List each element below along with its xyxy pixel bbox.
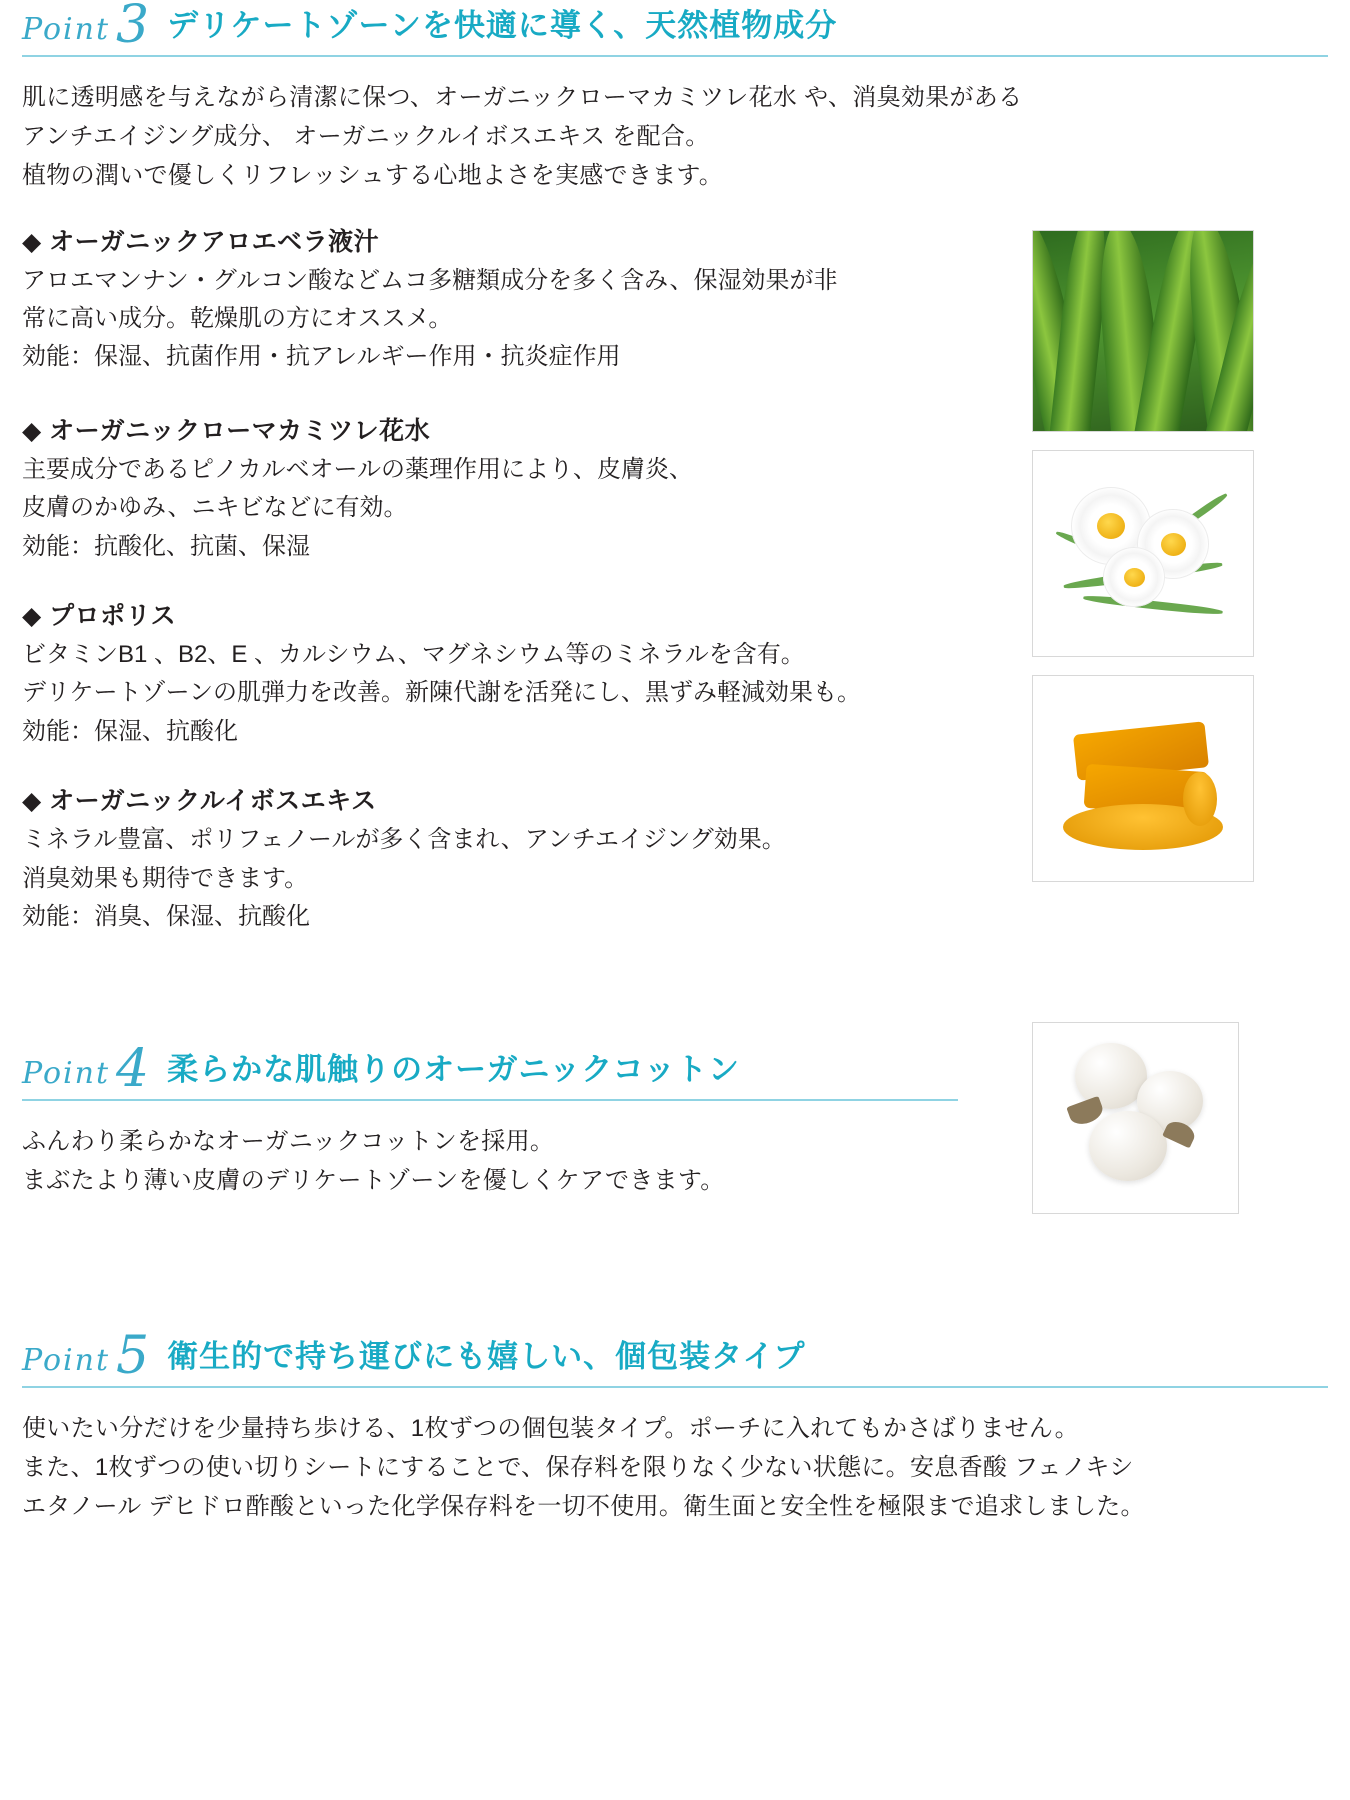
point-4-mark — [22, 1039, 150, 1100]
point-3-word: Point — [22, 12, 111, 47]
ingredient-line: ビタミンB1 、B2、E 、カルシウム、マグネシウム等のミネラルを含有。 — [22, 640, 805, 668]
ingredient-line: 消臭効果も期待できます。 — [22, 864, 309, 892]
point-4-lead-line-1: ふんわり柔らかなオーガニックコットンを採用。 — [22, 1128, 555, 1156]
point-3-lead-line-2: アンチエイジング成分、 オーガニックルイボスエキス を配合。 — [22, 122, 710, 150]
ingredient-name: ◆ オーガニックルイボスエキス — [22, 787, 377, 816]
section-point-3 — [22, 0, 1328, 936]
point-5-lead-line-3: エタノール デヒドロ酢酸といった化学保存料を一切不使用。衛生面と安全性を極限まで追求しました。 — [22, 1492, 1145, 1520]
ingredient-effect: 効能：消臭、保湿、抗酸化 — [22, 902, 310, 930]
ingredient-list — [22, 222, 1328, 937]
cotton-photo — [1032, 1022, 1239, 1214]
point-5-word: Point — [22, 1343, 111, 1379]
point-4-word: Point — [22, 1056, 111, 1092]
point-4-number: 4 — [116, 1039, 150, 1100]
point-5-title: 衛生的で持ち運びにも嬉しい、個包装タイプ — [167, 1339, 806, 1375]
point-5-heading — [22, 1325, 1328, 1386]
ingredient-effect: 効能：抗酸化、抗菌、保湿 — [22, 532, 310, 560]
point-5-lead — [22, 1410, 1328, 1527]
point-3-divider — [22, 55, 1328, 57]
point-3-mark — [22, 0, 150, 55]
ingredient-line: 皮膚のかゆみ、ニキビなどに有効。 — [22, 494, 408, 522]
chamomile-photo — [1032, 450, 1254, 657]
point-3-heading — [22, 0, 1328, 55]
ingredient-effect: 効能：保湿、抗菌作用・抗アレルギー作用・抗炎症作用 — [22, 343, 621, 371]
propolis-photo — [1032, 675, 1254, 882]
point-5-lead-line-2: また、1枚ずつの使い切りシートにすることで、保存料を限りなく少ない状態に。安息香酸 フェノキシ — [22, 1453, 1134, 1481]
section-spacer — [22, 1279, 1328, 1331]
point-5-mark — [22, 1325, 150, 1386]
point-3-number: 3 — [116, 0, 150, 55]
point-4-divider — [22, 1099, 958, 1101]
ingredient-line: 主要成分であるピノカルベオールの薬理作用により、皮膚炎、 — [22, 455, 694, 483]
section-point-4 — [22, 1039, 1328, 1201]
point-3-lead-line-1: 肌に透明感を与えながら清潔に保つ、オーガニックローマカミツレ花水 や、消臭効果がある — [22, 84, 1023, 111]
section-point-5 — [22, 1325, 1328, 1527]
point-4-lead-line-2: まぶたより薄い皮膚のデリケートゾーンを優しくケアできます。 — [22, 1167, 725, 1195]
ingredient-line: ミネラル豊富、ポリフェノールが多く含まれ、アンチエイジング効果。 — [22, 826, 786, 854]
point-3-lead — [22, 79, 1328, 196]
ingredient-effect: 効能：保湿、抗酸化 — [22, 717, 238, 745]
ingredient-name: ◆ オーガニックローマカミツレ花水 — [22, 416, 431, 445]
ingredient-name: ◆ オーガニックアロエベラ液汁 — [22, 227, 380, 256]
ingredient-line: デリケートゾーンの肌弾力を改善。新陳代謝を活発にし、黒ずみ軽減効果も。 — [22, 679, 862, 707]
ingredient-line: 常に高い成分。乾燥肌の方にオススメ。 — [22, 305, 453, 333]
ingredient-name: ◆ プロポリス — [22, 601, 177, 630]
aloe-photo — [1032, 230, 1254, 432]
point-5-divider — [22, 1386, 1328, 1388]
point-4-title: 柔らかな肌触りのオーガニックコットン — [167, 1052, 741, 1088]
point-5-number: 5 — [116, 1325, 150, 1386]
ingredient-line: アロエマンナン・グルコン酸などムコ多糖類成分を多く含み、保湿効果が非 — [22, 266, 838, 294]
point-5-lead-line-1: 使いたい分だけを少量持ち歩ける、1枚ずつの個包装タイプ。ポーチに入れてもかさばりません。 — [22, 1415, 1079, 1443]
point-3-lead-line-3: 植物の潤いで優しくリフレッシュする心地よさを実感できます。 — [22, 161, 724, 189]
point-3-title: デリケートゾーンを快適に導く、天然植物成分 — [167, 8, 838, 43]
